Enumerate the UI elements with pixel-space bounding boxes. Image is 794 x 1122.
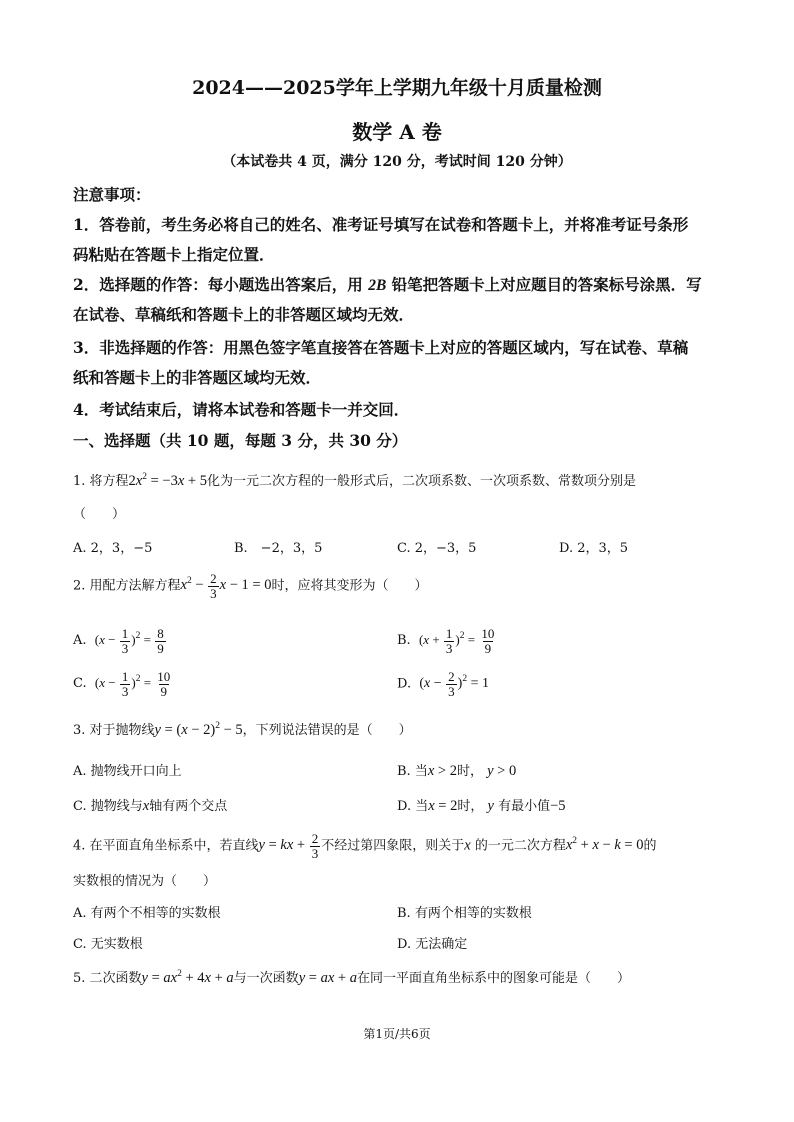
q5-quadratic: $y = ax^2 + 4x + a$: [141, 969, 234, 986]
q3-equation: $y = (x - 2)^2 - 5$: [154, 721, 243, 738]
q4-line-equation: y = kx + $\frac{2}{3}$: [258, 831, 319, 861]
note-4: 4．考试结束后，请将本试卷和答题卡一并交回．: [73, 400, 410, 419]
question-2: [73, 572, 427, 600]
question-5: [73, 967, 630, 987]
q4-end: 的: [643, 838, 657, 854]
exam-title: 2024——2025学年上学期九年级十月质量检测: [192, 77, 602, 99]
exam-info: （本试卷共 4 页，满分 120 分，考试时间 120 分钟）: [222, 154, 572, 170]
question-4-line-2: 实数根的情况为（ ）: [73, 874, 217, 889]
q2-suffix: 时，应将其变形为（ ）: [271, 578, 428, 594]
q1-suffix: 化为一元二次方程的一般形式后，二次项系数、一次项系数、常数项分别是: [206, 474, 636, 489]
q3-d-text-a: D. 当: [397, 799, 429, 814]
q1-prefix: 1. 将方程: [73, 474, 129, 489]
q2-c-label: C.: [73, 676, 87, 692]
q4-option-a: A. 有两个不相等的实数根: [73, 906, 221, 921]
q2-d-label: D.: [397, 676, 412, 692]
q3-suffix: ，下列说法错误的是（ ）: [242, 723, 412, 738]
q4-prefix: 4. 在平面直角坐标系中，若直线: [73, 838, 259, 854]
q2-a-label: A.: [73, 633, 87, 649]
q3-c-text-a: C. 抛物线与: [73, 799, 143, 814]
q1-option-c: C. 2，−3，5: [397, 541, 477, 556]
notes-heading: 注意事项：: [73, 185, 151, 204]
q3-option-d: D. 当x = 2时， y 有最小值−5: [397, 798, 566, 814]
note-2-line-1: [73, 273, 702, 295]
question-1: [73, 470, 636, 490]
question-3: [73, 719, 412, 739]
q1-paren: （ ）: [73, 507, 126, 522]
q4-mid2: 的一元二次方程: [474, 838, 566, 854]
q2-b-label: B.: [397, 633, 411, 649]
q2-option-d: D. (x − $\frac{2}{3}$ )$^2$ = 1: [397, 669, 489, 699]
q3-d-min-value: −5: [550, 798, 566, 814]
q4-quadratic: $x^2 + x - k = 0$: [565, 836, 644, 854]
q4-option-d: D. 无法确定: [397, 937, 468, 952]
note-2-text-a: 2．选择题的作答：每小题选出答案后，用: [73, 275, 369, 294]
q3-option-b: B. 当x > 2时， y > 0: [397, 763, 517, 779]
note-1-line-1: 1．答卷前，考生务必将自己的姓名、准考证号填写在试卷和答题卡上，并将准考证号条形: [73, 215, 689, 234]
note-3-line-1: 3．非选择题的作答：用黑色签字笔直接答在答题卡上对应的答题区域内，写在试卷、草稿: [73, 338, 689, 357]
q3-d-text-c: 有最小值: [498, 799, 551, 814]
q1-equation: $2x^2 = -3x + 5$: [128, 472, 207, 489]
q2-prefix: 2. 用配方法解方程: [73, 578, 181, 594]
q3-b-text-b: 时，: [456, 764, 483, 779]
note-3-line-2: 纸和答题卡上的非答题区域均无效．: [73, 368, 322, 387]
q2-option-a: A. (x − $\frac{1}{3}$ )$^2$ = $\frac{8}{9}$: [73, 626, 164, 656]
q2-option-c: C. (x − $\frac{1}{3}$ )$^2$ = $\frac{10}{9}$: [73, 669, 171, 699]
q5-mid: 与一次函数: [233, 971, 299, 986]
q1-option-b: B. −2，3，5: [234, 541, 323, 556]
q5-prefix: 5. 二次函数: [73, 971, 142, 986]
q3-b-text-a: B. 当: [397, 764, 428, 779]
note-1-line-2: 码粘贴在答题卡上指定位置．: [73, 245, 275, 264]
note-2-pencil: 2B: [368, 277, 387, 294]
q2-equation: $x^2$ − $\frac{2}{3}$ x − 1 = 0: [180, 571, 272, 601]
page-footer: 第1页/共6页: [363, 1027, 431, 1041]
exam-subtitle: 数学 A 卷: [352, 120, 442, 144]
q3-option-a: A. 抛物线开口向上: [73, 764, 182, 779]
q3-c-text-b: 轴有两个交点: [149, 799, 228, 814]
question-4-line-1: 4. 在平面直角坐标系中，若直线y = kx + $\frac{2}{3}$ 不经过第四象限，则关于x 的一元二次方程$x^2 + x - k = 0$的: [73, 831, 657, 861]
q1-option-a: A. 2，3，−5: [73, 541, 153, 556]
q3-option-c: C. 抛物线与x轴有两个交点: [73, 798, 228, 814]
q4-mid: 不经过第四象限，则关于: [321, 838, 465, 854]
q5-linear: y = ax + a: [298, 970, 357, 986]
q2-option-b: B. (x + $\frac{1}{3}$ )$^2$ = $\frac{10}{9}$: [397, 626, 495, 656]
q1-option-d: D. 2，3，5: [559, 541, 629, 556]
q4-option-b: B. 有两个相等的实数根: [397, 906, 532, 921]
q4-option-c: C. 无实数根: [73, 937, 143, 952]
q3-d-text-b: 时，: [457, 799, 484, 814]
note-2-text-c: 铅笔把答题卡上对应题目的答案标号涂黑．写: [386, 275, 702, 294]
q5-suffix: 在同一平面直角坐标系中的图象可能是（ ）: [356, 971, 630, 986]
section-1-heading: 一、选择题（共 10 题，每题 3 分，共 30 分）: [73, 431, 408, 450]
q3-prefix: 3. 对于抛物线: [73, 723, 155, 738]
note-2-line-2: 在试卷、草稿纸和答题卡上的非答题区域均无效．: [73, 305, 415, 324]
